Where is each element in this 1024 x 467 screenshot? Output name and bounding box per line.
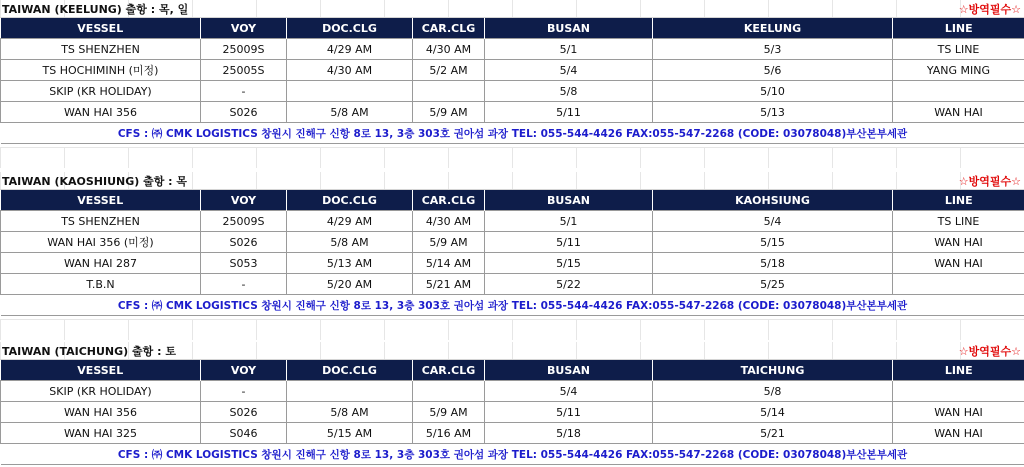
column-header: KEELUNG bbox=[653, 18, 893, 39]
header-row bbox=[1, 360, 1024, 381]
table-cell: WAN HAI bbox=[893, 102, 1024, 123]
quarantine-note: ☆방역필수☆ bbox=[958, 174, 1021, 188]
table-row bbox=[1, 253, 1024, 274]
table-cell: 5/10 bbox=[653, 81, 893, 102]
section-title: TAIWAN (KAOSHIUNG) 출항 : 목 bbox=[2, 174, 188, 188]
table-cell bbox=[413, 81, 485, 102]
column-header: VOY bbox=[201, 190, 287, 211]
header-row bbox=[1, 18, 1024, 39]
table-cell: S026 bbox=[201, 232, 287, 253]
table-row bbox=[1, 102, 1024, 123]
column-header: BUSAN bbox=[485, 190, 653, 211]
column-header: DOC.CLG bbox=[287, 190, 413, 211]
table-cell: 5/9 AM bbox=[413, 102, 485, 123]
table-cell: WAN HAI bbox=[893, 423, 1024, 444]
table-cell: 5/9 AM bbox=[413, 232, 485, 253]
table-cell: 5/11 bbox=[485, 232, 653, 253]
table-cell: 5/21 bbox=[653, 423, 893, 444]
column-header: DOC.CLG bbox=[287, 18, 413, 39]
table-cell: WAN HAI bbox=[893, 402, 1024, 423]
quarantine-note: ☆방역필수☆ bbox=[958, 344, 1021, 358]
table-cell: - bbox=[201, 81, 287, 102]
table-row bbox=[1, 381, 1024, 402]
table-cell: 4/30 AM bbox=[413, 211, 485, 232]
table-cell: WAN HAI bbox=[893, 232, 1024, 253]
table-row bbox=[1, 81, 1024, 102]
table-cell: 5/20 AM bbox=[287, 274, 413, 295]
table-cell bbox=[413, 381, 485, 402]
column-header: DOC.CLG bbox=[287, 360, 413, 381]
column-header: TAICHUNG bbox=[653, 360, 893, 381]
table-cell: WAN HAI 287 bbox=[1, 253, 201, 274]
table-cell: 25009S bbox=[201, 211, 287, 232]
table-cell: 4/29 AM bbox=[287, 39, 413, 60]
column-header: VOY bbox=[201, 360, 287, 381]
section-keelung bbox=[0, 0, 1024, 144]
table-cell: 5/14 bbox=[653, 402, 893, 423]
table-row bbox=[1, 232, 1024, 253]
table-cell: WAN HAI bbox=[893, 253, 1024, 274]
cfs-row bbox=[1, 444, 1024, 465]
table-cell: 5/13 bbox=[653, 102, 893, 123]
table-row bbox=[1, 274, 1024, 295]
column-header: LINE bbox=[893, 360, 1024, 381]
spacer-row bbox=[0, 319, 1024, 340]
table-cell: 5/16 AM bbox=[413, 423, 485, 444]
column-header: BUSAN bbox=[485, 360, 653, 381]
table-cell: 5/15 bbox=[653, 232, 893, 253]
table-cell: TS LINE bbox=[893, 211, 1024, 232]
table-row bbox=[1, 402, 1024, 423]
table-cell: 5/6 bbox=[653, 60, 893, 81]
table-cell: 5/22 bbox=[485, 274, 653, 295]
table-cell: 5/14 AM bbox=[413, 253, 485, 274]
cfs-info: CFS : ㈜ CMK LOGISTICS 창원시 진해구 신항 8로 13, 3층 303호 권아섬 과장 TEL: 055-544-4426 FAX:055-547-2268 (CODE: 03078048)부산본부세관 bbox=[1, 444, 1024, 465]
table-cell bbox=[287, 81, 413, 102]
table-cell: - bbox=[201, 274, 287, 295]
cfs-info: CFS : ㈜ CMK LOGISTICS 창원시 진해구 신항 8로 13, 3층 303호 권아섬 과장 TEL: 055-544-4426 FAX:055-547-2268 (CODE: 03078048)부산본부세관 bbox=[1, 123, 1024, 144]
table-cell: 5/8 AM bbox=[287, 102, 413, 123]
table-cell: 5/1 bbox=[485, 211, 653, 232]
column-header: BUSAN bbox=[485, 18, 653, 39]
schedule-table bbox=[0, 190, 1024, 316]
table-cell: 5/21 AM bbox=[413, 274, 485, 295]
table-cell: 5/25 bbox=[653, 274, 893, 295]
table-cell: 5/4 bbox=[485, 60, 653, 81]
table-cell: WAN HAI 325 bbox=[1, 423, 201, 444]
table-cell: 4/29 AM bbox=[287, 211, 413, 232]
table-row bbox=[1, 60, 1024, 81]
table-cell: 5/9 AM bbox=[413, 402, 485, 423]
column-header: LINE bbox=[893, 190, 1024, 211]
section-header bbox=[0, 342, 1024, 360]
header-row bbox=[1, 190, 1024, 211]
table-row bbox=[1, 39, 1024, 60]
column-header: VOY bbox=[201, 18, 287, 39]
table-cell: WAN HAI 356 bbox=[1, 402, 201, 423]
schedule-table bbox=[0, 360, 1024, 465]
table-cell: S053 bbox=[201, 253, 287, 274]
table-cell: S046 bbox=[201, 423, 287, 444]
table-cell: 5/11 bbox=[485, 402, 653, 423]
table-cell: 5/4 bbox=[485, 381, 653, 402]
table-cell: 5/11 bbox=[485, 102, 653, 123]
table-cell bbox=[287, 381, 413, 402]
table-cell: 5/3 bbox=[653, 39, 893, 60]
table-cell: WAN HAI 356 bbox=[1, 102, 201, 123]
column-header: VESSEL bbox=[1, 190, 201, 211]
table-cell: SKIP (KR HOLIDAY) bbox=[1, 81, 201, 102]
table-cell: 5/8 bbox=[653, 381, 893, 402]
table-cell: S026 bbox=[201, 102, 287, 123]
table-cell: 5/1 bbox=[485, 39, 653, 60]
cfs-info: CFS : ㈜ CMK LOGISTICS 창원시 진해구 신항 8로 13, 3층 303호 권아섬 과장 TEL: 055-544-4426 FAX:055-547-2268 (CODE: 03078048)부산본부세관 bbox=[1, 295, 1024, 316]
column-header: CAR.CLG bbox=[413, 190, 485, 211]
table-cell: S026 bbox=[201, 402, 287, 423]
table-cell: TS HOCHIMINH (미정) bbox=[1, 60, 201, 81]
table-cell: 5/8 AM bbox=[287, 232, 413, 253]
column-header: KAOHSIUNG bbox=[653, 190, 893, 211]
column-header: VESSEL bbox=[1, 360, 201, 381]
section-title: TAIWAN (KEELUNG) 출항 : 목, 일 bbox=[2, 2, 189, 16]
column-header: CAR.CLG bbox=[413, 360, 485, 381]
section-header bbox=[0, 172, 1024, 190]
quarantine-note: ☆방역필수☆ bbox=[958, 2, 1021, 16]
cfs-row bbox=[1, 123, 1024, 144]
table-cell bbox=[893, 381, 1024, 402]
table-cell: 4/30 AM bbox=[287, 60, 413, 81]
table-cell: 5/4 bbox=[653, 211, 893, 232]
column-header: LINE bbox=[893, 18, 1024, 39]
table-cell: YANG MING bbox=[893, 60, 1024, 81]
section-title: TAIWAN (TAICHUNG) 출항 : 토 bbox=[2, 344, 176, 358]
table-cell bbox=[893, 81, 1024, 102]
table-cell: TS SHENZHEN bbox=[1, 211, 201, 232]
table-cell: 5/15 bbox=[485, 253, 653, 274]
table-cell: TS SHENZHEN bbox=[1, 39, 201, 60]
table-cell: 25009S bbox=[201, 39, 287, 60]
table-cell: 5/13 AM bbox=[287, 253, 413, 274]
table-cell: - bbox=[201, 381, 287, 402]
column-header: VESSEL bbox=[1, 18, 201, 39]
table-row bbox=[1, 211, 1024, 232]
table-cell: SKIP (KR HOLIDAY) bbox=[1, 381, 201, 402]
cfs-row bbox=[1, 295, 1024, 316]
spacer-row bbox=[0, 147, 1024, 168]
schedule-table bbox=[0, 18, 1024, 144]
table-cell: 4/30 AM bbox=[413, 39, 485, 60]
table-cell: 5/18 bbox=[653, 253, 893, 274]
table-cell: 5/2 AM bbox=[413, 60, 485, 81]
table-cell bbox=[893, 274, 1024, 295]
column-header: CAR.CLG bbox=[413, 18, 485, 39]
table-cell: 25005S bbox=[201, 60, 287, 81]
table-cell: T.B.N bbox=[1, 274, 201, 295]
table-cell: 5/8 AM bbox=[287, 402, 413, 423]
section-taichung bbox=[0, 342, 1024, 465]
table-row bbox=[1, 423, 1024, 444]
table-cell: 5/15 AM bbox=[287, 423, 413, 444]
table-cell: WAN HAI 356 (미정) bbox=[1, 232, 201, 253]
section-kaohsiung bbox=[0, 172, 1024, 316]
table-cell: TS LINE bbox=[893, 39, 1024, 60]
table-cell: 5/18 bbox=[485, 423, 653, 444]
table-cell: 5/8 bbox=[485, 81, 653, 102]
section-header bbox=[0, 0, 1024, 18]
